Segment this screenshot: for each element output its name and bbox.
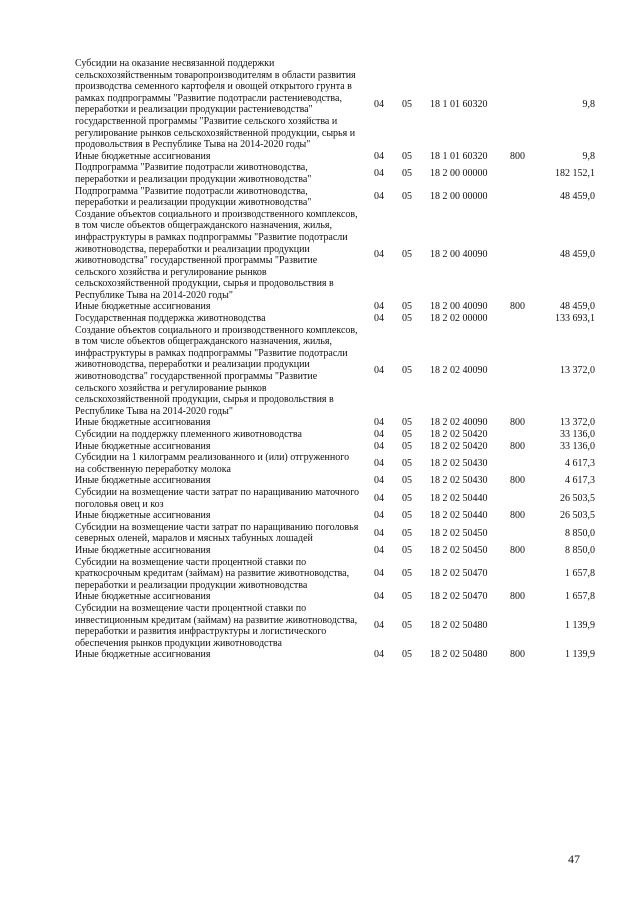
row-subsection: 05 [402,475,412,487]
row-expense-type: 800 [510,301,525,313]
row-subsection: 05 [402,417,412,429]
row-amount: 9,8 [582,98,595,110]
row-subsection: 05 [402,591,412,603]
row-expense-type: 800 [510,544,525,556]
row-target-code: 18 2 02 00000 [430,313,488,325]
row-target-code: 18 2 00 00000 [430,191,488,203]
row-section: 04 [374,191,384,203]
row-subsection: 05 [402,429,412,440]
row-target-code: 18 2 02 50420 [430,440,488,452]
row-name: Иные бюджетные ассигнования [75,440,211,452]
row-section: 04 [374,649,384,661]
row-subsection: 05 [402,457,412,469]
row-expense-type: 800 [510,591,525,603]
row-expense-type [508,452,540,475]
row-expense-type: 800 [510,440,525,452]
row-amount: 1 139,9 [565,649,595,661]
row-expense-type [508,603,540,649]
row-amount: 9,8 [582,150,595,162]
row-expense-type: 800 [510,649,525,661]
row-section: 04 [374,168,384,180]
row-amount: 26 503,5 [560,510,595,522]
row-name: Иные бюджетные ассигнования [75,649,211,661]
row-name: Иные бюджетные ассигнования [75,510,211,522]
row-name: Подпрограмма "Развитие подотрасли животноводства, переработки и реализации продукции животноводства" [75,185,312,209]
row-target-code: 18 2 02 50430 [430,457,488,469]
row-section: 04 [374,249,384,261]
row-name: Создание объектов социального и производственного комплексов, в том числе объектов общегражданского назначения, жилья, инфраструктуры в рамках подпрограммы "Развитие подотрасли животноводства, переработки и реализации продукции животноводства" государственной программы "Развитие сельского хозяйства и регулирование рынков сельскохозяйственной продукции, сырья и продовольствия в Республике Тыва на 2014-2020 годы" [75,208,358,301]
row-amount: 48 459,0 [560,301,595,313]
row-subsection: 05 [402,527,412,539]
table-row [75,58,595,151]
row-name: Субсидии на 1 килограмм реализованного и (или) отгруженного на собственную переработку молока [75,452,350,475]
table-row [75,186,595,209]
row-amount: 8 850,0 [565,527,595,539]
row-name: Субсидии на возмещение части затрат по наращиванию поголовья северных оленей, маралов и мясных табунных лошадей [75,521,359,545]
row-target-code: 18 2 02 50430 [430,475,488,487]
row-amount: 33 136,0 [560,440,595,452]
row-target-code: 18 1 01 60320 [430,98,488,110]
row-expense-type [508,313,540,325]
row-name: Иные бюджетные ассигнования [75,475,211,487]
row-amount: 48 459,0 [560,191,595,203]
row-expense-type [508,325,540,418]
row-name: Подпрограмма "Развитие подотрасли животноводства, переработки и реализации продукции животноводства" [75,162,312,185]
row-expense-type: 800 [510,510,525,522]
row-name: Иные бюджетные ассигнования [75,150,211,162]
row-amount: 182 152,1 [555,168,595,180]
table-row [75,591,595,603]
row-name: Субсидии на возмещение части процентной ставки по инвестиционным кредитам (займам) на развитие животноводства, переработки и развития инфраструктуры и логистического обеспечения рынков продукции животноводства [75,602,358,649]
row-section: 04 [374,568,384,580]
row-subsection: 05 [402,150,412,162]
row-target-code: 18 2 02 50450 [430,527,488,539]
row-section: 04 [374,527,384,539]
row-amount: 8 850,0 [565,544,595,556]
row-subsection: 05 [402,492,412,504]
row-name: Иные бюджетные ассигнования [75,417,211,429]
row-section: 04 [374,544,384,556]
row-target-code: 18 2 02 40090 [430,365,488,377]
table-row [75,151,595,163]
row-target-code: 18 2 02 50470 [430,591,488,603]
row-subsection: 05 [402,313,412,325]
row-section: 04 [374,365,384,377]
row-name: Иные бюджетные ассигнования [75,544,211,556]
row-expense-type [508,209,540,302]
row-target-code: 18 2 00 40090 [430,249,488,261]
row-expense-type: 800 [510,475,525,487]
row-subsection: 05 [402,249,412,261]
row-amount: 13 372,0 [560,417,595,429]
row-name: Субсидии на возмещение части затрат по наращиванию маточного поголовья овец и коз [75,486,360,510]
row-expense-type [508,522,540,545]
row-name: Государственная поддержка животноводства [75,313,266,325]
row-name: Субсидии на оказание несвязанной поддержки сельскохозяйственным товаропроизводителям в области развития производства семенного картофеля и овощей открытого грунта в рамках подпрограммы "Развитие подотрасли растениеводства, переработки и реализации продукции растениеводства" государственной программы "Развитие сельского хозяйства и регулирование рынков сельскохозяйственной продукции, сырья и продовольствия в Республике Тыва на 2014-2020 годы" [75,58,356,151]
row-section: 04 [374,510,384,522]
row-subsection: 05 [402,365,412,377]
table-row [75,325,595,418]
row-subsection: 05 [402,649,412,661]
row-expense-type [508,162,540,185]
table-row [75,510,595,522]
row-section: 04 [374,429,384,440]
table-row [75,603,595,649]
table-row [75,545,595,557]
row-subsection: 05 [402,98,412,110]
row-subsection: 05 [402,301,412,313]
row-subsection: 05 [402,568,412,580]
row-target-code: 18 1 01 60320 [430,150,488,162]
table-row [75,429,595,441]
row-subsection: 05 [402,440,412,452]
row-target-code: 18 2 02 50480 [430,649,488,661]
row-target-code: 18 2 02 50450 [430,544,488,556]
table-row [75,417,595,429]
table-row [75,452,595,475]
row-subsection: 05 [402,620,412,632]
table-row [75,162,595,185]
row-amount: 1 657,8 [565,568,595,580]
row-section: 04 [374,620,384,632]
row-amount: 4 617,3 [565,457,595,469]
row-section: 04 [374,475,384,487]
row-name: Создание объектов социального и производственного комплексов, в том числе объектов общегражданского назначения, жилья, инфраструктуры в рамках подпрограммы "Развитие подотрасли животноводства, переработки и реализации продукции животноводства" государственной программы "Развитие сельского хозяйства и регулирование рынков сельскохозяйственной продукции, сырья и продовольствия в Республике Тыва на 2014-2020 годы" [75,324,358,417]
row-expense-type: 800 [510,150,525,162]
row-section: 04 [374,417,384,429]
table-row [75,649,595,661]
row-target-code: 18 2 02 50470 [430,568,488,580]
row-subsection: 05 [402,168,412,180]
row-section: 04 [374,440,384,452]
row-section: 04 [374,492,384,504]
row-amount: 48 459,0 [560,249,595,261]
row-target-code: 18 2 00 00000 [430,168,488,180]
row-target-code: 18 2 02 50440 [430,510,488,522]
row-section: 04 [374,457,384,469]
table-row [75,301,595,313]
row-subsection: 05 [402,191,412,203]
row-subsection: 05 [402,544,412,556]
row-name: Иные бюджетные ассигнования [75,301,211,313]
budget-table [75,58,595,661]
row-expense-type [508,487,540,510]
row-target-code: 18 2 02 50440 [430,492,488,504]
table-row [75,441,595,453]
row-expense-type [508,557,540,592]
row-section: 04 [374,591,384,603]
row-target-code: 18 2 02 50480 [430,620,488,632]
table-row [75,209,595,302]
row-section: 04 [374,301,384,313]
row-expense-type [508,186,540,209]
table-row [75,475,595,487]
row-name: Иные бюджетные ассигнования [75,591,211,603]
row-expense-type [508,58,540,151]
row-amount: 1 139,9 [565,620,595,632]
table-row [75,557,595,592]
budget-table-body [75,58,595,661]
row-amount: 4 617,3 [565,475,595,487]
row-expense-type: 800 [510,417,525,429]
row-amount: 133 693,1 [555,313,595,325]
row-section: 04 [374,98,384,110]
row-amount: 13 372,0 [560,365,595,377]
row-section: 04 [374,150,384,162]
row-section: 04 [374,313,384,325]
row-name: Субсидии на поддержку племенного животноводства [75,429,302,440]
table-row [75,522,595,545]
row-amount: 26 503,5 [560,492,595,504]
page-number: 47 [568,852,580,866]
row-amount: 33 136,0 [560,429,595,440]
row-amount: 1 657,8 [565,591,595,603]
row-subsection: 05 [402,510,412,522]
row-target-code: 18 2 00 40090 [430,301,488,313]
row-expense-type [508,429,540,441]
row-target-code: 18 2 02 40090 [430,417,488,429]
row-target-code: 18 2 02 50420 [430,429,488,440]
table-row [75,487,595,510]
table-row [75,313,595,325]
row-name: Субсидии на возмещение части процентной ставки по краткосрочным кредитам (займам) на развитие животноводства, переработки и реализации продукции животноводства [75,556,350,591]
